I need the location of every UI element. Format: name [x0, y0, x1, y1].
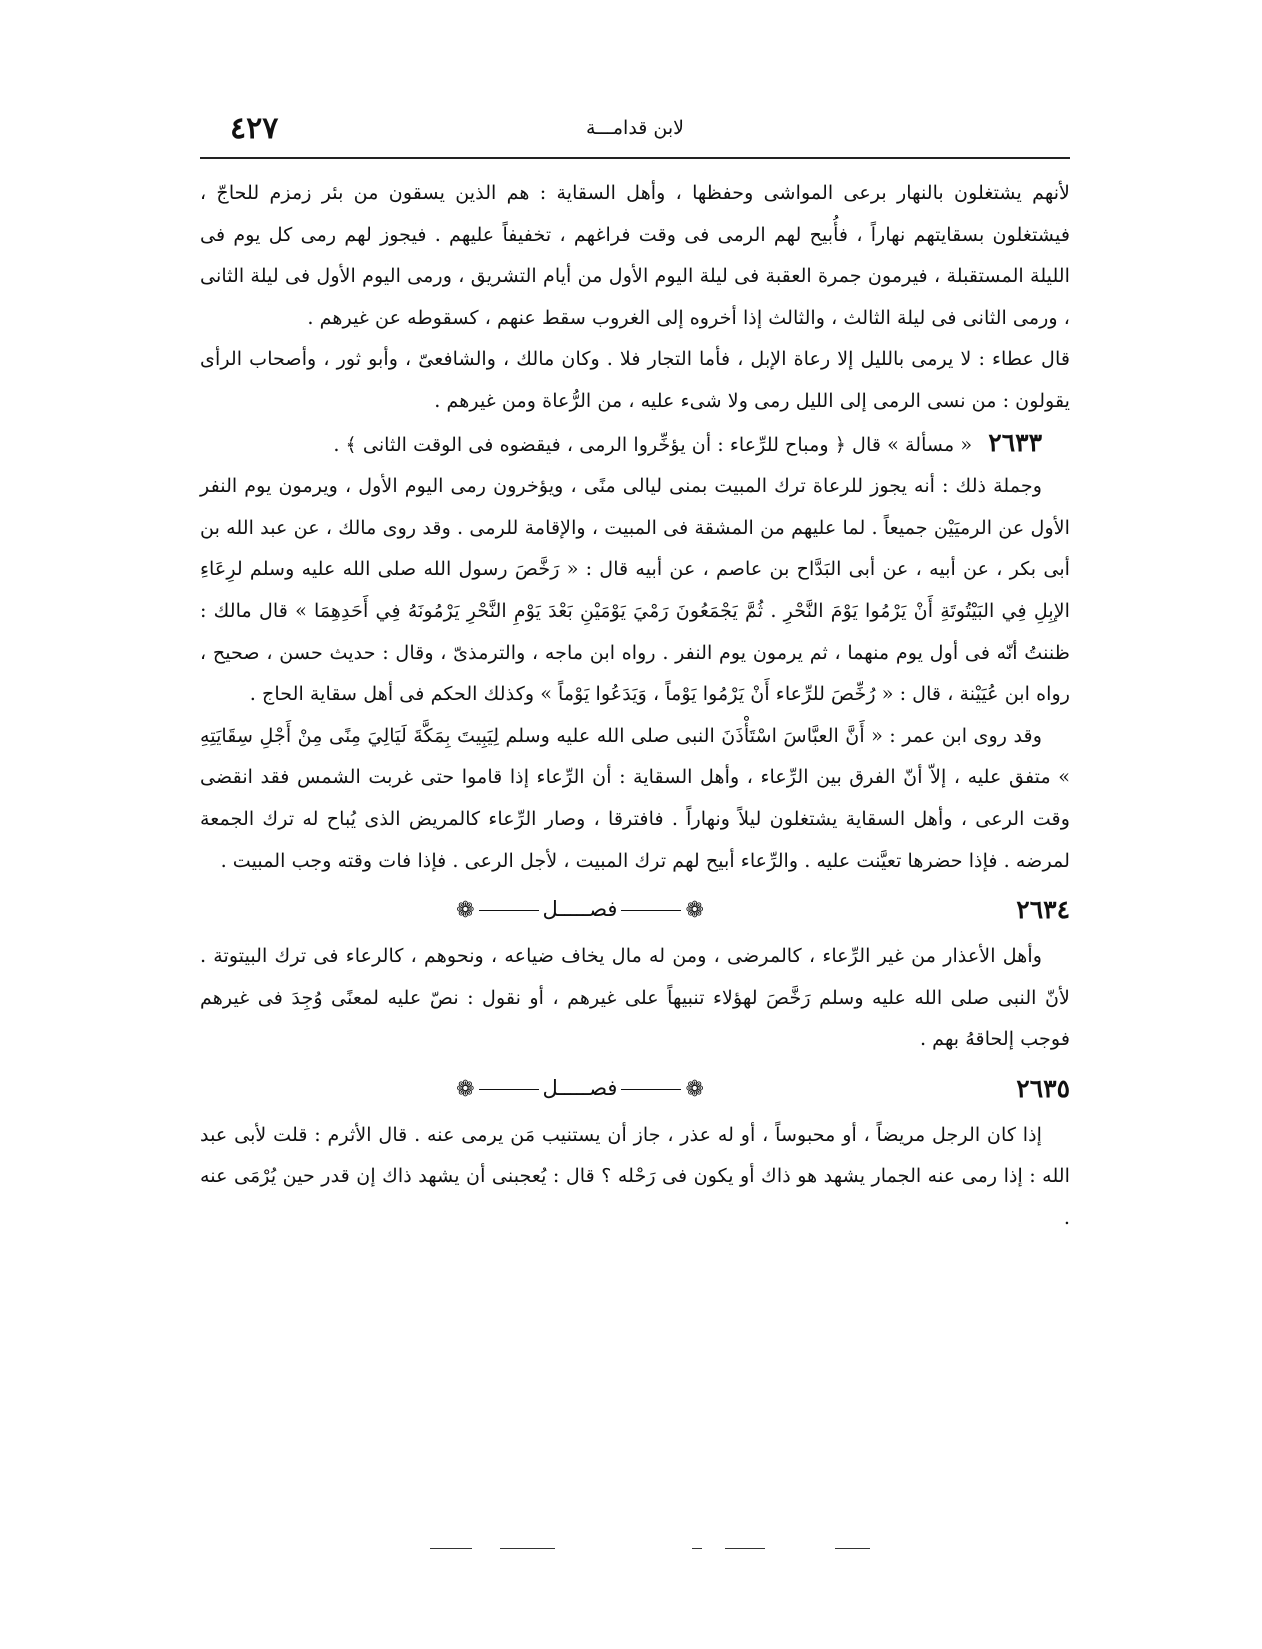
section-title: فصـــــل	[542, 897, 618, 922]
footer-rule	[500, 1548, 555, 1549]
ornament-icon: ❁	[685, 897, 704, 923]
issue-heading	[200, 422, 1070, 466]
ornament-dash	[621, 910, 681, 911]
section-title-wrap	[450, 889, 710, 931]
section-heading	[200, 1066, 1070, 1110]
paragraph: وقد روى ابن عمر : « أَنَّ العبَّاسَ اسْتَأْذَنَ النبى صلى الله عليه وسلم لِيَبِيتَ بِمَكَّةَ لَيَالِيَ مِنًى مِنْ أَجْلِ سِقَايَتِهِ » متفق عليه ، إلاّ أنّ الفرق بين الرِّعاء ، وأهل السقاية : أن الرِّعاء إذا قاموا حتى غربت الشمس فقد انقضى وقت الرعى ، وأهل السقاية يشتغلون ليلاً ونهاراً . فافترقا ، وصار الرِّعاء كالمريض الذى يُباح له ترك الجمعة لمرضه . فإذا حضرها تعيَّنت عليه . والرِّعاء أبيح لهم ترك المبيت ، لأجل الرعى . فإذا فات وقته وجب المبيت .	[200, 723, 1070, 872]
running-title: لابن قدامـــة	[585, 117, 685, 139]
ornament-dash	[479, 1089, 539, 1090]
page-number: ٤٢٧	[230, 111, 279, 146]
footer-rule	[835, 1548, 870, 1549]
section-number: ٢٦٣٥	[1016, 1073, 1070, 1103]
footer-rule	[430, 1548, 472, 1549]
paragraph: قال عطاء : لا يرمى بالليل إلا رعاة الإبل ، فأما التجار فلا . وكان مالك ، والشافعىّ ، وأبو ثور ، وأصحاب الرأى يقولون : من نسى الرمى إلى الليل رمى ولا شىء عليه ، من الرُّعاة ومن غيرهم .	[200, 347, 1070, 412]
footer-rule	[692, 1548, 702, 1549]
paragraph: إذا كان الرجل مريضاً ، أو محبوساً ، أو له عذر ، جاز أن يستنيب مَن يرمى عنه . قال الأثرم : قلت لأبى عبد الله : إذا رمى عنه الجمار يشهد هو ذاك أو يكون فى رَحْله ؟ قال : يُعجبنى أن يشهد ذاك إن قدر حين يُرْمَى عنه .	[200, 1122, 1070, 1230]
page-header	[200, 105, 1070, 155]
paragraph: لأنهم يشتغلون بالنهار برعى المواشى وحفظها ، وأهل السقاية : هم الذين يسقون من بئر زمزم للحاجّ ، فيشتغلون بسقايتهم نهاراً ، فأُبيح لهم الرمى فى وقت فراغهم ، تخفيفاً عليهم . فيجوز لهم رمى كل يوم فى الليلة المستقبلة ، فيرمون جمرة العقبة فى ليلة اليوم الأول من أيام التشريق ، ورمى اليوم الأول فى ليلة الثانى ، ورمى الثانى فى ليلة الثالث ، والثالث إذا أخروه إلى الغروب سقط عنهم ، كسقوطه عن غيرهم .	[200, 181, 1071, 329]
ornament-icon: ❁	[456, 1076, 475, 1102]
ornament-dash	[479, 910, 539, 911]
page-body	[200, 172, 1070, 1239]
ornament-icon: ❁	[685, 1076, 704, 1102]
footer-rules	[0, 1548, 1262, 1558]
footer-rule	[725, 1548, 765, 1549]
header-rule	[200, 157, 1070, 159]
section-title-wrap	[450, 1068, 710, 1110]
issue-number: ٢٦٣٣	[988, 427, 1042, 457]
ornament-dash	[621, 1089, 681, 1090]
ornament-icon: ❁	[456, 897, 475, 923]
issue-statement: « مسألة » قال ﴿ ومباح للرِّعاء : أن يؤخِّروا الرمى ، فيقضوه فى الوقت الثانى ﴾ .	[333, 432, 973, 456]
section-heading	[200, 887, 1070, 931]
paragraph: وجملة ذلك : أنه يجوز للرعاة ترك المبيت بمنى ليالى منًى ، ويؤخرون رمى اليوم الأول ، ويرمون يوم النفر الأول عن الرميَيْن جميعاً . لما عليهم من المشقة فى المبيت ، والإقامة للرمى . وقد روى مالك ، عن عبد الله بن أبى بكر ، عن أبيه ، عن أبى البَدَّاح بن عاصم ، عن أبيه قال : « رَخَّصَ رسول الله صلى الله عليه وسلم لرِعَاءِ الإبِلِ فِي البَيْتُوتَةِ أَنْ يَرْمُوا يَوْمَ النَّحْرِ . ثُمَّ يَجْمَعُونَ رَمْيَ يَوْمَيْنِ بَعْدَ يَوْمِ النَّحْرِ يَرْمُونَهُ فِي أَحَدِهِمَا » قال مالك : ظننتُ أنّه فى أول يوم منهما ، ثم يرمون يوم النفر . رواه ابن ماجه ، والترمذىّ ، وقال : حديث حسن ، صحيح ، رواه ابن عُيَيْنة ، قال : « رُخِّصَ للرِّعاء أَنْ يَرْمُوا يَوْماً ، وَيَدَعُوا يَوْماً » وكذلك الحكم فى أهل سقاية الحاج .	[200, 474, 1070, 706]
paragraph: وأهل الأعذار من غير الرِّعاء ، كالمرضى ، ومن له مال يخاف ضياعه ، ونحوهم ، كالرعاء فى ترك البيتوتة . لأنّ النبى صلى الله عليه وسلم رَخَّصَ لهؤلاء تنبيهاً على غيرهم ، أو نقول : نصّ عليه لمعنًى وُجِدَ فى غيرهم فوجب إلحاقهُ بهم .	[200, 944, 1070, 1051]
section-number: ٢٦٣٤	[1016, 895, 1070, 925]
section-title: فصـــــل	[542, 1075, 618, 1100]
